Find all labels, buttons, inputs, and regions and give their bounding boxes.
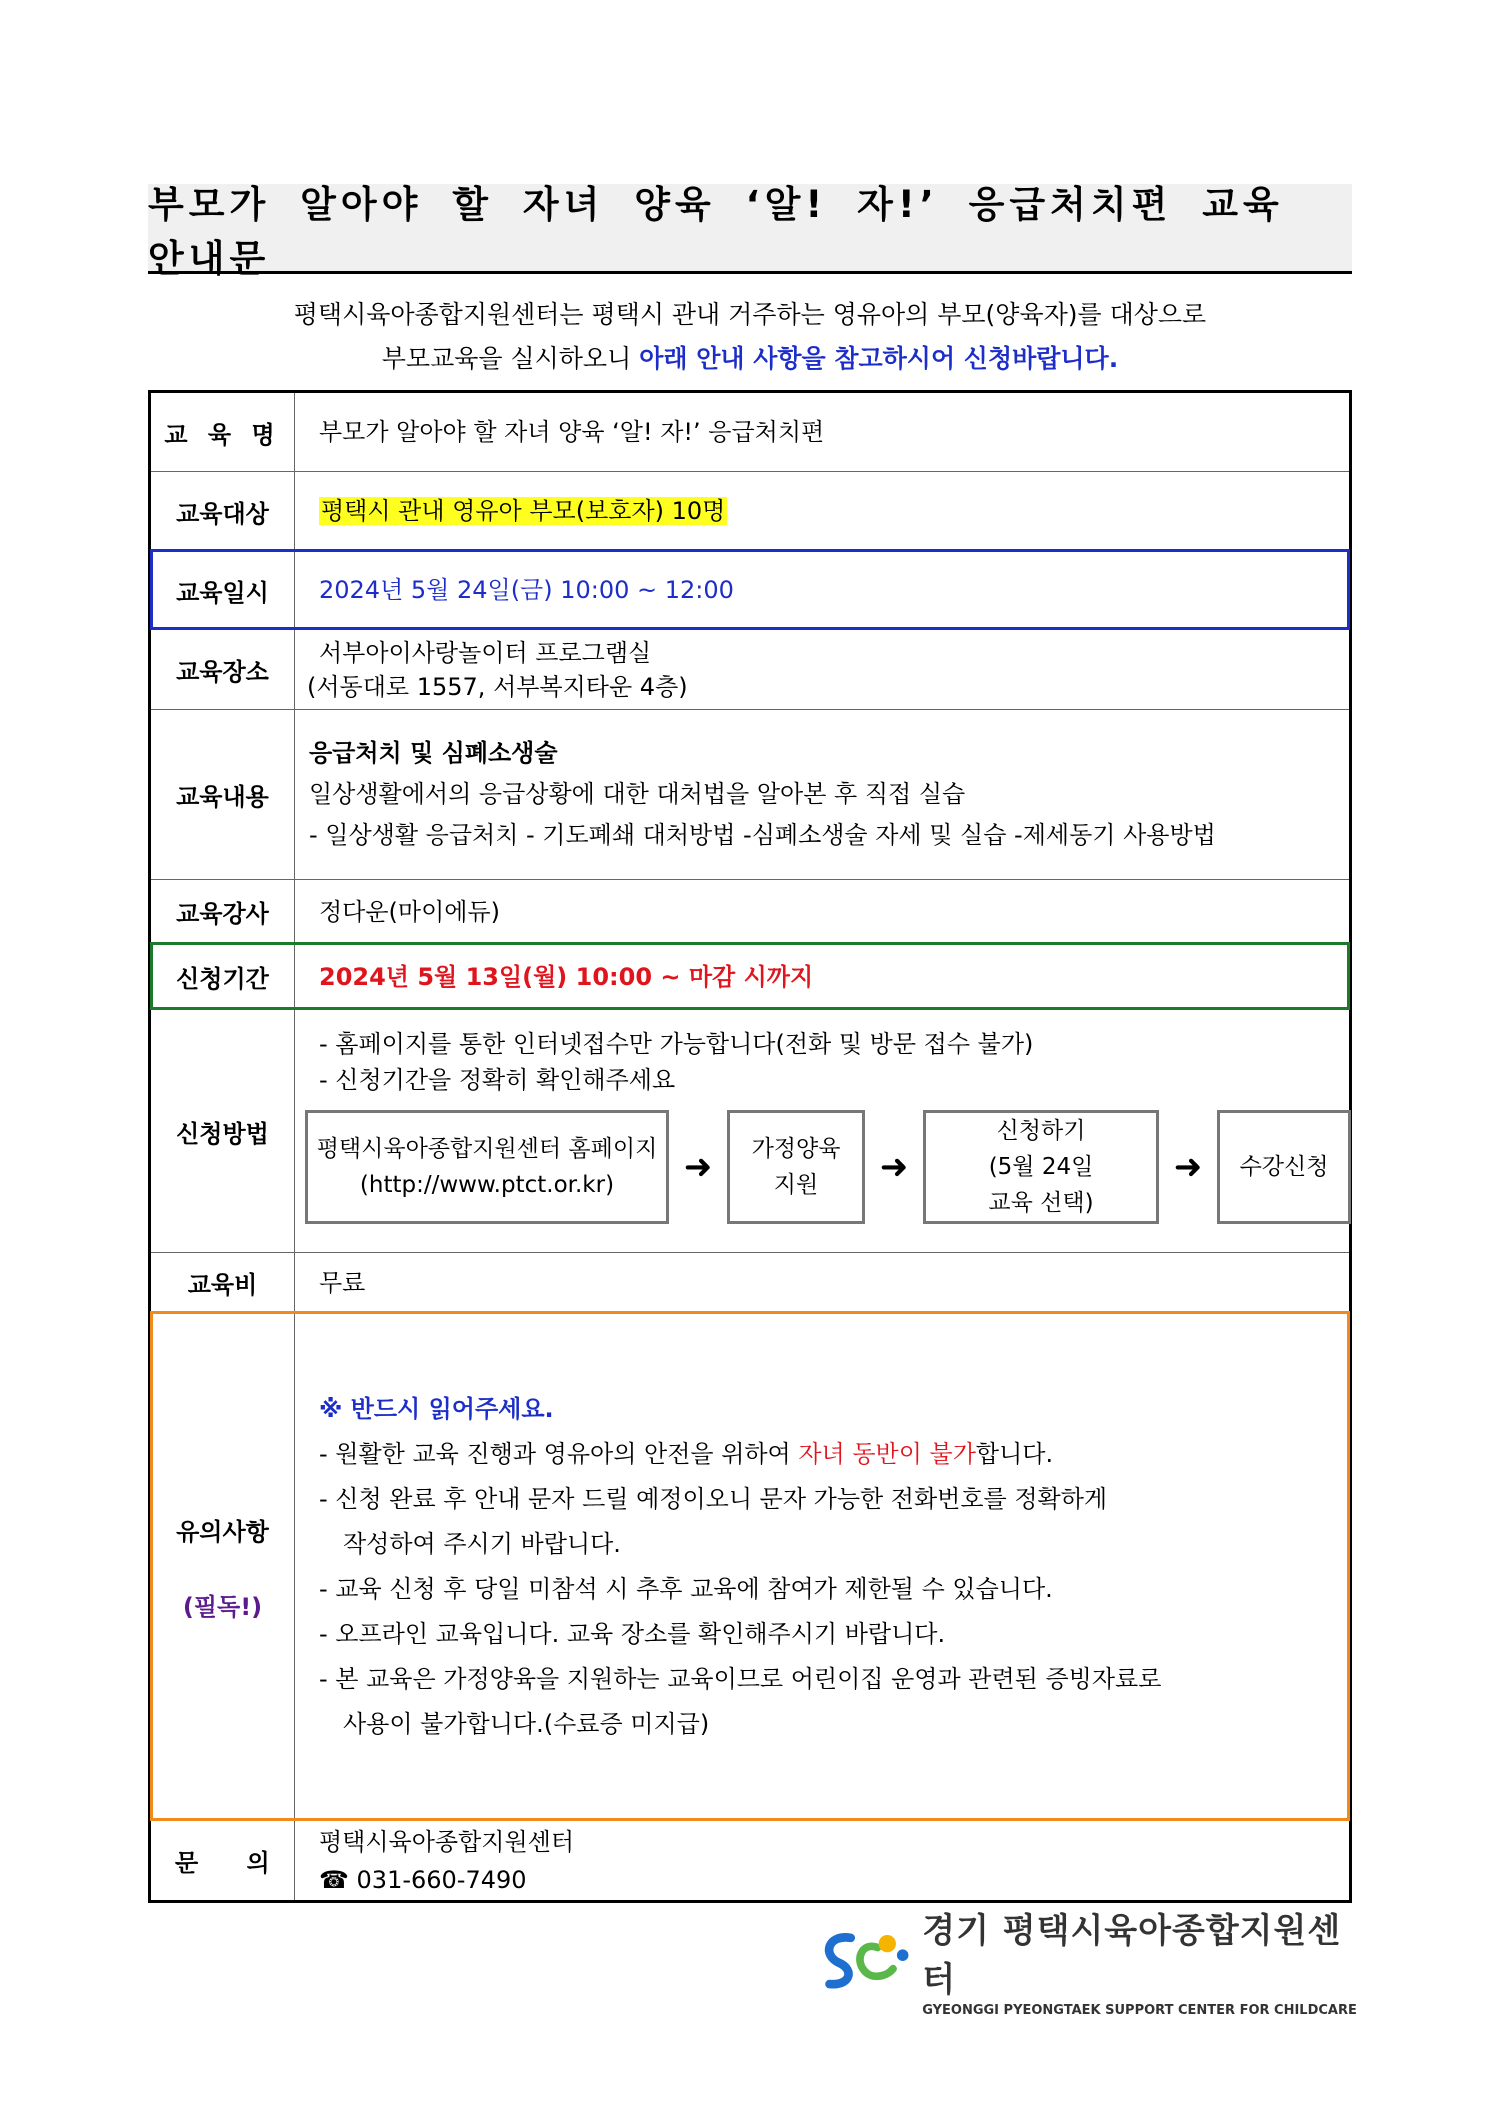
content-heading: 응급처치 및 심폐소생술 [309, 739, 558, 767]
notice-line-5: - 본 교육은 가정양육을 지원하는 교육이므로 어린이집 운영과 관련된 증빙자료로 [319, 1664, 1162, 1693]
notice-heading: ※ 반드시 읽어주세요. [319, 1394, 554, 1423]
label-name: 교 육 명 [151, 393, 295, 471]
place-line-1: 서부아이사랑놀이터 프로그램실 [319, 638, 652, 667]
notice-label: 유의사항 [176, 1517, 269, 1546]
label-period: 신청기간 [151, 944, 295, 1009]
label-target: 교육대상 [151, 472, 295, 550]
label-place: 교육장소 [151, 630, 295, 709]
notice-line-1 [319, 1432, 1349, 1477]
content-line-2: - 일상생활 응급처치 - 기도폐쇄 대처방법 -심폐소생술 자세 및 실습 -제세동기 사용방법 [309, 821, 1216, 849]
place-line-2: (서동대로 1557, 서부복지타운 4층) [307, 672, 688, 701]
center-logo-icon [818, 1925, 914, 1995]
arrow-right-icon: ➜ [1173, 1147, 1203, 1187]
flow-step-2-line-1: 가정양육 [751, 1136, 841, 1162]
flow-step-home-care [727, 1110, 865, 1224]
intro-line-2-prefix: 부모교육을 실시하오니 [381, 344, 640, 373]
value-date: 2024년 5월 24일(금) 10:00 ~ 12:00 [319, 576, 734, 604]
row-contact [151, 1820, 1349, 1900]
row-date [151, 550, 1349, 629]
notice-line-2: - 신청 완료 후 안내 문자 드릴 예정이오니 문자 가능한 전화번호를 정확하게 [319, 1484, 1108, 1513]
notice-line-1-pre: - 원활한 교육 진행과 영유아의 안전을 위하여 [319, 1439, 799, 1468]
notice-line-5b: 사용이 불가합니다.(수료증 미지급) [343, 1709, 710, 1738]
contact-phone: ☎ 031-660-7490 [319, 1865, 527, 1894]
flow-step-apply [923, 1110, 1159, 1224]
intro-line-1: 평택시육아종합지원센터는 평택시 관내 거주하는 영유아의 부모(양육자)를 대상으로 [293, 300, 1207, 329]
row-fee [151, 1252, 1349, 1312]
row-method [151, 1009, 1349, 1252]
contact-line-1: 평택시육아종합지원센터 [319, 1827, 575, 1856]
row-target [151, 471, 1349, 550]
title-bar [148, 182, 1352, 280]
logo-korean-name: 경기 평택시육아종합지원센터 [922, 1910, 1342, 2000]
application-flow [305, 1110, 1351, 1224]
value-target [295, 472, 1349, 550]
info-table [148, 390, 1352, 1903]
label-method: 신청방법 [151, 1010, 295, 1252]
row-content [151, 709, 1349, 879]
intro-line-2 [148, 337, 1352, 381]
contact-label: 문 의 [175, 1849, 270, 1877]
flow-step-4-line-1: 수강신청 [1239, 1154, 1329, 1180]
label-content: 교육내용 [151, 710, 295, 879]
flow-step-1-line-1: 평택시육아종합지원센터 홈페이지 [316, 1136, 658, 1162]
value-place [295, 630, 1349, 709]
value-contact [295, 1821, 1349, 1900]
logo-english-name: GYEONGGI PYEONGTAEK SUPPORT CENTER FOR CHILDCARE [922, 2002, 1357, 2018]
value-instructor: 정다운(마이에듀) [319, 897, 501, 926]
content-line-1: 일상생활에서의 응급상황에 대한 대처법을 알아본 후 직접 실습 [309, 780, 966, 808]
value-period: 2024년 5월 13일(월) 10:00 ~ 마감 시까지 [319, 962, 814, 991]
label-notice [151, 1313, 295, 1820]
method-line-1: - 홈페이지를 통한 인터넷접수만 가능합니다(전화 및 방문 접수 불가) [319, 1030, 1034, 1058]
flow-step-3-line-2: (5월 24일 [988, 1154, 1094, 1180]
center-logo [818, 1910, 1358, 2018]
page-title: 부모가 알아야 할 자녀 양육 ‘알! 자!’ 응급처치편 교육 안내문 [148, 182, 1284, 280]
value-fee: 무료 [319, 1268, 366, 1297]
label-instructor: 교육강사 [151, 880, 295, 943]
notice-line-1-post: 합니다. [975, 1439, 1054, 1468]
label-date: 교육일시 [151, 551, 295, 629]
value-notice [295, 1313, 1349, 1820]
notice-label-sub: (필독!) [182, 1592, 263, 1621]
value-content [295, 710, 1349, 879]
arrow-right-icon: ➜ [879, 1147, 909, 1187]
notice-line-4: - 오프라인 교육입니다. 교육 장소를 확인해주시기 바랍니다. [319, 1619, 946, 1648]
label-contact [151, 1821, 295, 1900]
row-name [151, 393, 1349, 471]
logo-text [922, 1903, 1358, 2018]
intro-line-2-highlight: 아래 안내 사항을 참고하시어 신청바랍니다. [639, 344, 1119, 373]
intro-text [148, 293, 1352, 381]
row-instructor [151, 879, 1349, 943]
row-period [151, 943, 1349, 1009]
arrow-right-icon: ➜ [683, 1147, 713, 1187]
row-notice [151, 1312, 1349, 1820]
target-highlight: 평택시 관내 영유아 부모(보호자) 10명 [321, 497, 726, 525]
notice-line-1-red: 자녀 동반이 불가 [798, 1439, 976, 1468]
flow-step-3-line-1: 신청하기 [996, 1118, 1086, 1144]
flow-step-enroll [1217, 1110, 1351, 1224]
value-name: 부모가 알아야 할 자녀 양육 ‘알! 자!’ 응급처치편 [319, 418, 825, 446]
flow-step-1-line-2: (http://www.ptct.or.kr) [359, 1172, 615, 1198]
method-line-2: - 신청기간을 정확히 확인해주세요 [319, 1066, 676, 1094]
label-fee: 교육비 [151, 1253, 295, 1312]
flow-step-homepage [305, 1110, 669, 1224]
notice-line-3: - 교육 신청 후 당일 미참석 시 추후 교육에 참여가 제한될 수 있습니다. [319, 1574, 1053, 1603]
value-method [295, 1010, 1351, 1252]
row-place [151, 629, 1349, 709]
notice-line-2b: 작성하여 주시기 바랍니다. [343, 1529, 621, 1558]
flow-step-3-line-3: 교육 선택) [988, 1190, 1094, 1216]
flow-step-2-line-2: 지원 [773, 1172, 819, 1198]
